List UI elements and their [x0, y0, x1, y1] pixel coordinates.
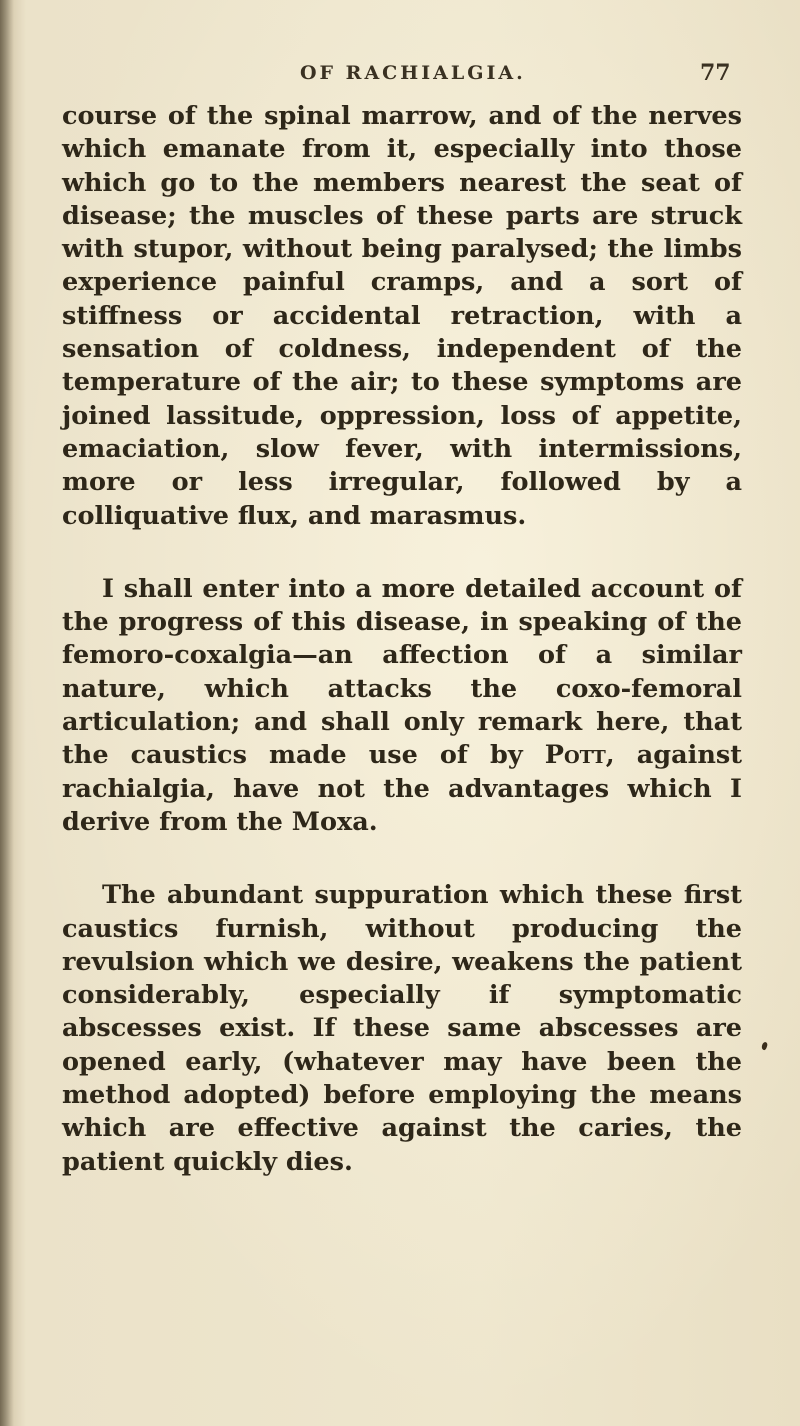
page-number: 77 [700, 60, 731, 86]
ink-speck [761, 1041, 768, 1050]
paragraph-2 [62, 573, 742, 839]
paragraph-3: The abundant suppuration which these first caustics furnish, without producing the revulsion which we desire, weakens the patient considerably, especially if symptomatic abscesses exist. If these same abscesses are opened early, (whatever may have been the method adopted) before employing the means which are effective against the caries, the patient quickly dies. [62, 880, 742, 1177]
body-text [62, 100, 742, 1179]
running-head [0, 62, 800, 92]
paragraph-1: course of the spinal marrow, and of the nerves which emanate from it, especially into those which go to the members nearest the seat of disease; the muscles of these parts are struck with stupor, without being paralysed; the limbs experience painful cramps, and a sort of stiffness or accidental retraction, with a sensation of coldness, independent of the temperature of the air; to these symptoms are joined lassitude, oppression, loss of appetite, emaciation, slow fever, with intermissions, more or less irregular, followed by a colliquative flux, and marasmus. [62, 101, 742, 531]
author-name-pott: Pott [544, 740, 606, 771]
running-head-title: OF RACHIALGIA. [300, 62, 526, 84]
paragraph-2-text-before: I shall enter into a more detailed account of the progress of this disease, in speaking of the femoro-coxalgia—an affection of a similar nature, which attacks the coxo-femoral articulation; and shall only remark here, that the caustics made use of by [62, 573, 742, 771]
gutter-shadow [0, 0, 14, 1426]
paragraph-2-text-after: , against rachialgia, have not the advantages which I derive from the Moxa. [62, 740, 742, 837]
